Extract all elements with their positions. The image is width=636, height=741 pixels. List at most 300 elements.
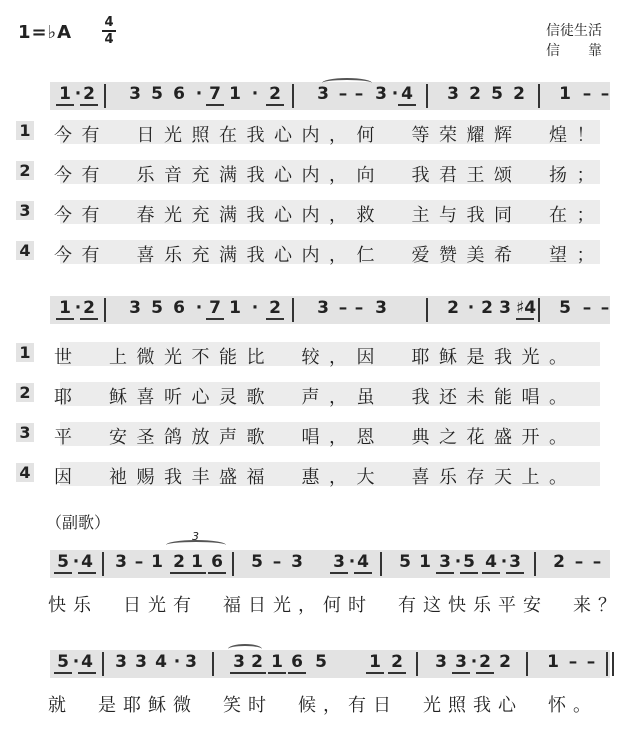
lyric-char: 赐: [136, 467, 155, 488]
lyric-char: 辉: [494, 125, 512, 146]
lyric-char: 来: [573, 595, 591, 616]
lyric-char: ，: [329, 467, 347, 488]
verse-line: [16, 422, 616, 446]
chorus-lyrics-row-1: [16, 590, 616, 614]
lyric-char: 心: [274, 165, 292, 186]
note: 2: [481, 298, 493, 318]
note: 3: [129, 84, 141, 104]
note: 3: [115, 652, 127, 672]
note: 1: [56, 84, 74, 106]
lyric-char: 煌: [549, 125, 567, 146]
lyric-char: 是: [466, 347, 485, 368]
lyric-char: 世: [54, 347, 72, 368]
lyric-char: 惠: [301, 467, 320, 488]
lyric-char: 满: [219, 205, 237, 226]
note: ·: [348, 552, 356, 572]
verse-number: 3: [16, 201, 34, 220]
lyric-char: 安: [109, 427, 127, 448]
lyric-char: 乐: [473, 595, 491, 616]
lyric-char: 美: [466, 245, 485, 266]
lyric-char: 恩: [356, 427, 375, 448]
lyric-char: 何: [323, 595, 341, 616]
note: 3: [135, 652, 147, 672]
slur: [228, 644, 262, 654]
note: –: [600, 298, 610, 318]
tuplet-number: 3: [192, 530, 199, 543]
lyric-char: 大: [356, 467, 375, 488]
lyric-char: 光: [164, 347, 182, 368]
barline: [104, 84, 106, 108]
lyric-char: 耶: [411, 347, 430, 368]
note: 3: [435, 652, 447, 672]
lyric-char: 乐: [136, 165, 155, 186]
note: 3: [436, 552, 454, 574]
lyric-char: 主: [411, 205, 430, 226]
key-signature: 1=♭A: [18, 22, 73, 43]
lyric-char: 照: [448, 695, 466, 716]
lyric-char: 今: [54, 245, 72, 266]
verse-number: 2: [16, 383, 34, 402]
lyric-char: 君: [439, 165, 457, 186]
note: ·: [391, 84, 399, 104]
note: 3: [291, 552, 303, 572]
lyric-char: 日: [373, 695, 391, 716]
barline: [534, 552, 536, 576]
lyric-char: 光: [423, 695, 441, 716]
note: ·: [74, 84, 82, 104]
lyric-char: 王: [466, 165, 485, 186]
note: 5: [151, 84, 163, 104]
note: 2: [266, 84, 284, 106]
lyric-char: 内: [301, 165, 320, 186]
lyric-char: 快: [448, 595, 466, 616]
lyric-char: 希: [494, 245, 512, 266]
note: 4: [78, 652, 96, 674]
note: 1: [268, 652, 286, 674]
note: 3: [317, 84, 329, 104]
note: 2: [266, 298, 284, 320]
note: –: [592, 552, 602, 572]
note: ·: [251, 84, 259, 104]
lyric-char: 充: [191, 205, 210, 226]
lyric-char: 音: [164, 165, 182, 186]
note: 2: [248, 652, 266, 674]
lyric-char: 鸽: [164, 427, 182, 448]
note: 3: [375, 298, 387, 318]
note: 3: [499, 298, 511, 318]
lyric-char: 心: [191, 387, 210, 408]
note: ·: [195, 298, 203, 318]
verse-number: 1: [16, 343, 34, 362]
note: 3: [129, 298, 141, 318]
lyric-char: 内: [301, 205, 320, 226]
lyric-char: 光: [521, 347, 540, 368]
lyric-char: 耶: [54, 387, 72, 408]
lyric-char: 因: [54, 467, 72, 488]
lyric-char: 心: [274, 245, 292, 266]
note: –: [586, 652, 596, 672]
lyric-char: 还: [439, 387, 457, 408]
lyric-char: 我: [246, 125, 265, 146]
verse-line: [16, 160, 616, 184]
lyric-char: 满: [219, 165, 237, 186]
lyric-char: 灵: [219, 387, 237, 408]
lyric-char: 我: [411, 165, 430, 186]
lyric-char: 耶: [123, 695, 141, 716]
lyric-char: ？: [598, 595, 616, 616]
lyric-char: 充: [191, 165, 210, 186]
lyric-char: 平: [498, 595, 516, 616]
lyric-char: 心: [498, 695, 516, 716]
note: ·: [72, 652, 80, 672]
lyric-char: 我: [246, 165, 265, 186]
lyric-char: ；: [576, 165, 595, 186]
note: 2: [513, 84, 525, 104]
lyric-char: 这: [423, 595, 441, 616]
lyric-char: 有: [173, 595, 191, 616]
lyric-char: 日: [248, 595, 266, 616]
lyric-char: 我: [411, 387, 430, 408]
lyric-char: 。: [573, 695, 591, 716]
lyric-char: 能: [219, 347, 237, 368]
lyric-char: 内: [301, 125, 320, 146]
verse-number: 1: [16, 121, 34, 140]
lyric-char: 向: [356, 165, 375, 186]
note: 5: [54, 652, 72, 674]
note: –: [582, 84, 592, 104]
lyric-char: 比: [246, 347, 265, 368]
barline: [426, 84, 428, 108]
lyric-char: 福: [223, 595, 241, 616]
note: ·: [454, 552, 462, 572]
lyric-char: 平: [54, 427, 72, 448]
lyric-char: 上: [109, 347, 127, 368]
note: 5: [54, 552, 72, 574]
lyric-char: ，: [329, 387, 347, 408]
note: 5: [491, 84, 503, 104]
note: –: [272, 552, 282, 572]
lyric-char: 开: [521, 427, 540, 448]
lyric-char: 就: [48, 695, 66, 716]
note: –: [338, 84, 348, 104]
lyric-char: ，: [329, 245, 347, 266]
lyric-char: ！: [576, 125, 595, 146]
note: 2: [553, 552, 565, 572]
barline: [232, 552, 234, 576]
lyric-char: 盛: [219, 467, 237, 488]
lyric-char: 稣: [148, 695, 166, 716]
note: 6: [173, 84, 185, 104]
note: –: [134, 552, 144, 572]
note: 3: [506, 552, 524, 574]
note: 3: [115, 552, 127, 572]
lyric-char: ；: [576, 245, 595, 266]
barline: [212, 652, 214, 676]
lyric-char: 虽: [356, 387, 375, 408]
lyric-char: 日: [136, 125, 155, 146]
note: ·: [195, 84, 203, 104]
note: ·: [74, 298, 82, 318]
lyric-char: ，: [323, 695, 341, 716]
lyric-char: 乐: [439, 467, 457, 488]
note: 1: [547, 652, 559, 672]
note: 3: [317, 298, 329, 318]
note: 3: [185, 652, 197, 672]
lyric-char: 。: [549, 347, 567, 368]
lyric-char: 等: [411, 125, 430, 146]
lyric-char: 颂: [494, 165, 512, 186]
lyric-char: 稣: [439, 347, 457, 368]
barline: [102, 552, 104, 576]
note: 2: [170, 552, 188, 574]
lyric-char: 有: [81, 125, 100, 146]
lyric-char: 照: [191, 125, 210, 146]
notation-row-2: [50, 296, 610, 324]
lyric-char: 因: [356, 347, 375, 368]
lyric-char: 日: [123, 595, 141, 616]
lyric-char: 在: [549, 205, 567, 226]
lyric-char: 何: [356, 125, 375, 146]
note: –: [354, 84, 364, 104]
note: 5: [460, 552, 478, 574]
lyric-char: ，: [329, 165, 347, 186]
note: 6: [208, 552, 226, 574]
lyric-char: 我: [473, 695, 491, 716]
note: 2: [80, 298, 98, 320]
lyric-char: 赞: [439, 245, 457, 266]
lyric-char: 丰: [191, 467, 210, 488]
verse-line: [16, 240, 616, 264]
lyric-char: 爱: [411, 245, 430, 266]
verse-number: 4: [16, 241, 34, 260]
note: 5: [151, 298, 163, 318]
note: 1: [366, 652, 384, 674]
lyric-char: 上: [521, 467, 540, 488]
lyric-char: 未: [466, 387, 485, 408]
lyric-char: 光: [148, 595, 166, 616]
lyric-char: 心: [274, 125, 292, 146]
note: –: [354, 298, 364, 318]
lyric-char: 光: [164, 125, 182, 146]
lyric-char: 我: [466, 205, 485, 226]
lyric-char: 荣: [439, 125, 457, 146]
lyric-char: 候: [298, 695, 316, 716]
lyric-char: 满: [219, 245, 237, 266]
barline: [292, 298, 294, 322]
note: 2: [469, 84, 481, 104]
barline: [526, 652, 528, 676]
verse-line: [16, 200, 616, 224]
note: –: [582, 298, 592, 318]
lyric-char: 喜: [411, 467, 430, 488]
lyric-char: 有: [398, 595, 416, 616]
note: ·: [173, 652, 181, 672]
chorus-notation-row-2: [50, 650, 610, 678]
note: ·: [500, 552, 508, 572]
note: 6: [173, 298, 185, 318]
lyric-char: 。: [549, 467, 567, 488]
note: 1: [229, 298, 241, 318]
lyric-char: 今: [54, 205, 72, 226]
verse-line: [16, 120, 616, 144]
lyric-char: 微: [173, 695, 191, 716]
note: 3: [447, 84, 459, 104]
lyric-char: 天: [494, 467, 512, 488]
barline: [102, 652, 104, 676]
lyric-char: 有: [81, 165, 100, 186]
chorus-notation-row-1: [50, 550, 610, 578]
note: –: [600, 84, 610, 104]
note: 5: [399, 552, 411, 572]
lyric-char: 快: [48, 595, 66, 616]
lyric-char: 典: [411, 427, 430, 448]
lyric-char: 喜: [136, 387, 155, 408]
note: 7: [206, 84, 224, 106]
note: 2: [499, 652, 511, 672]
lyric-char: 笑: [223, 695, 241, 716]
note: 4: [78, 552, 96, 574]
barline: [538, 298, 540, 322]
note: 2: [388, 652, 406, 674]
note: 3: [230, 652, 248, 674]
note: 7: [206, 298, 224, 320]
lyric-char: 喜: [136, 245, 155, 266]
note: –: [338, 298, 348, 318]
note: ·: [470, 652, 478, 672]
lyric-char: 在: [219, 125, 237, 146]
note: 1: [229, 84, 241, 104]
lyric-char: 我: [246, 245, 265, 266]
chorus-lyrics-row-2: [16, 690, 616, 714]
lyric-char: ，: [329, 347, 347, 368]
lyric-char: 歌: [246, 427, 265, 448]
lyric-char: 今: [54, 125, 72, 146]
verse-number: 3: [16, 423, 34, 442]
lyric-char: 听: [164, 387, 182, 408]
credit-lyricist: 信徒生活: [546, 23, 602, 39]
verse-line: [16, 342, 616, 366]
note: 3: [375, 84, 387, 104]
note: 4: [155, 652, 167, 672]
barline: [606, 652, 608, 676]
note: ·: [467, 298, 475, 318]
barline: [104, 298, 106, 322]
lyric-char: 有: [81, 205, 100, 226]
note: ·: [72, 552, 80, 572]
lyric-char: ，: [329, 205, 347, 226]
lyric-char: 救: [356, 205, 375, 226]
lyric-char: 今: [54, 165, 72, 186]
barline: [292, 84, 294, 108]
lyric-char: 唱: [301, 427, 320, 448]
note: 6: [288, 652, 306, 674]
note: 1: [188, 552, 206, 574]
lyric-char: 有: [348, 695, 366, 716]
lyric-char: 较: [301, 347, 320, 368]
lyric-char: 有: [81, 245, 100, 266]
lyric-char: 稣: [109, 387, 127, 408]
note: 5: [315, 652, 327, 672]
lyric-char: 放: [191, 427, 210, 448]
time-signature-top: 4: [104, 15, 114, 30]
lyric-char: 之: [439, 427, 457, 448]
note: 1: [559, 84, 571, 104]
note: 1: [151, 552, 163, 572]
lyric-char: 同: [494, 205, 512, 226]
lyric-char: 仁: [356, 245, 375, 266]
note: ♯4: [516, 298, 537, 318]
lyric-char: 是: [98, 695, 116, 716]
lyric-char: ，: [329, 125, 347, 146]
barline: [416, 652, 418, 676]
lyric-char: 存: [466, 467, 485, 488]
barline: [380, 552, 382, 576]
lyric-char: 声: [301, 387, 320, 408]
slur: [322, 78, 372, 88]
lyric-char: 耀: [466, 125, 485, 146]
lyric-char: 不: [191, 347, 210, 368]
chorus-label: （副歌）: [46, 513, 111, 532]
lyric-char: 圣: [136, 427, 155, 448]
time-signature: [102, 16, 116, 46]
lyric-char: ，: [298, 595, 316, 616]
lyric-char: 微: [136, 347, 155, 368]
lyric-char: 歌: [246, 387, 265, 408]
note: 4: [354, 552, 372, 574]
lyric-char: 内: [301, 245, 320, 266]
lyric-char: 能: [494, 387, 512, 408]
lyric-char: 我: [164, 467, 182, 488]
lyric-char: 与: [439, 205, 457, 226]
lyric-char: 祂: [109, 467, 127, 488]
lyric-char: 心: [274, 205, 292, 226]
barline: [612, 652, 614, 676]
lyric-char: ；: [576, 205, 595, 226]
note: 1: [419, 552, 431, 572]
lyric-char: 望: [549, 245, 567, 266]
lyric-char: 我: [246, 205, 265, 226]
lyric-char: 花: [466, 427, 485, 448]
note: 2: [80, 84, 98, 106]
lyric-char: 。: [549, 387, 567, 408]
lyric-char: 扬: [549, 165, 567, 186]
note: 3: [330, 552, 348, 574]
lyric-char: 盛: [494, 427, 512, 448]
verse-number: 2: [16, 161, 34, 180]
barline: [538, 84, 540, 108]
note: 5: [251, 552, 263, 572]
lyric-char: 光: [164, 205, 182, 226]
lyric-char: 福: [246, 467, 265, 488]
verse-number: 4: [16, 463, 34, 482]
lyric-char: 乐: [73, 595, 91, 616]
lyric-char: 安: [523, 595, 541, 616]
verse-line: [16, 382, 616, 406]
note: 5: [559, 298, 571, 318]
lyric-char: 充: [191, 245, 210, 266]
note: 2: [447, 298, 459, 318]
note: 3: [452, 652, 470, 674]
lyric-char: ，: [329, 427, 347, 448]
note: 4: [482, 552, 500, 574]
lyric-char: 时: [348, 595, 366, 616]
lyric-char: 乐: [164, 245, 182, 266]
lyric-char: 声: [219, 427, 237, 448]
lyric-char: 光: [273, 595, 291, 616]
lyric-char: 春: [136, 205, 155, 226]
lyric-char: 时: [248, 695, 266, 716]
barline: [426, 298, 428, 322]
